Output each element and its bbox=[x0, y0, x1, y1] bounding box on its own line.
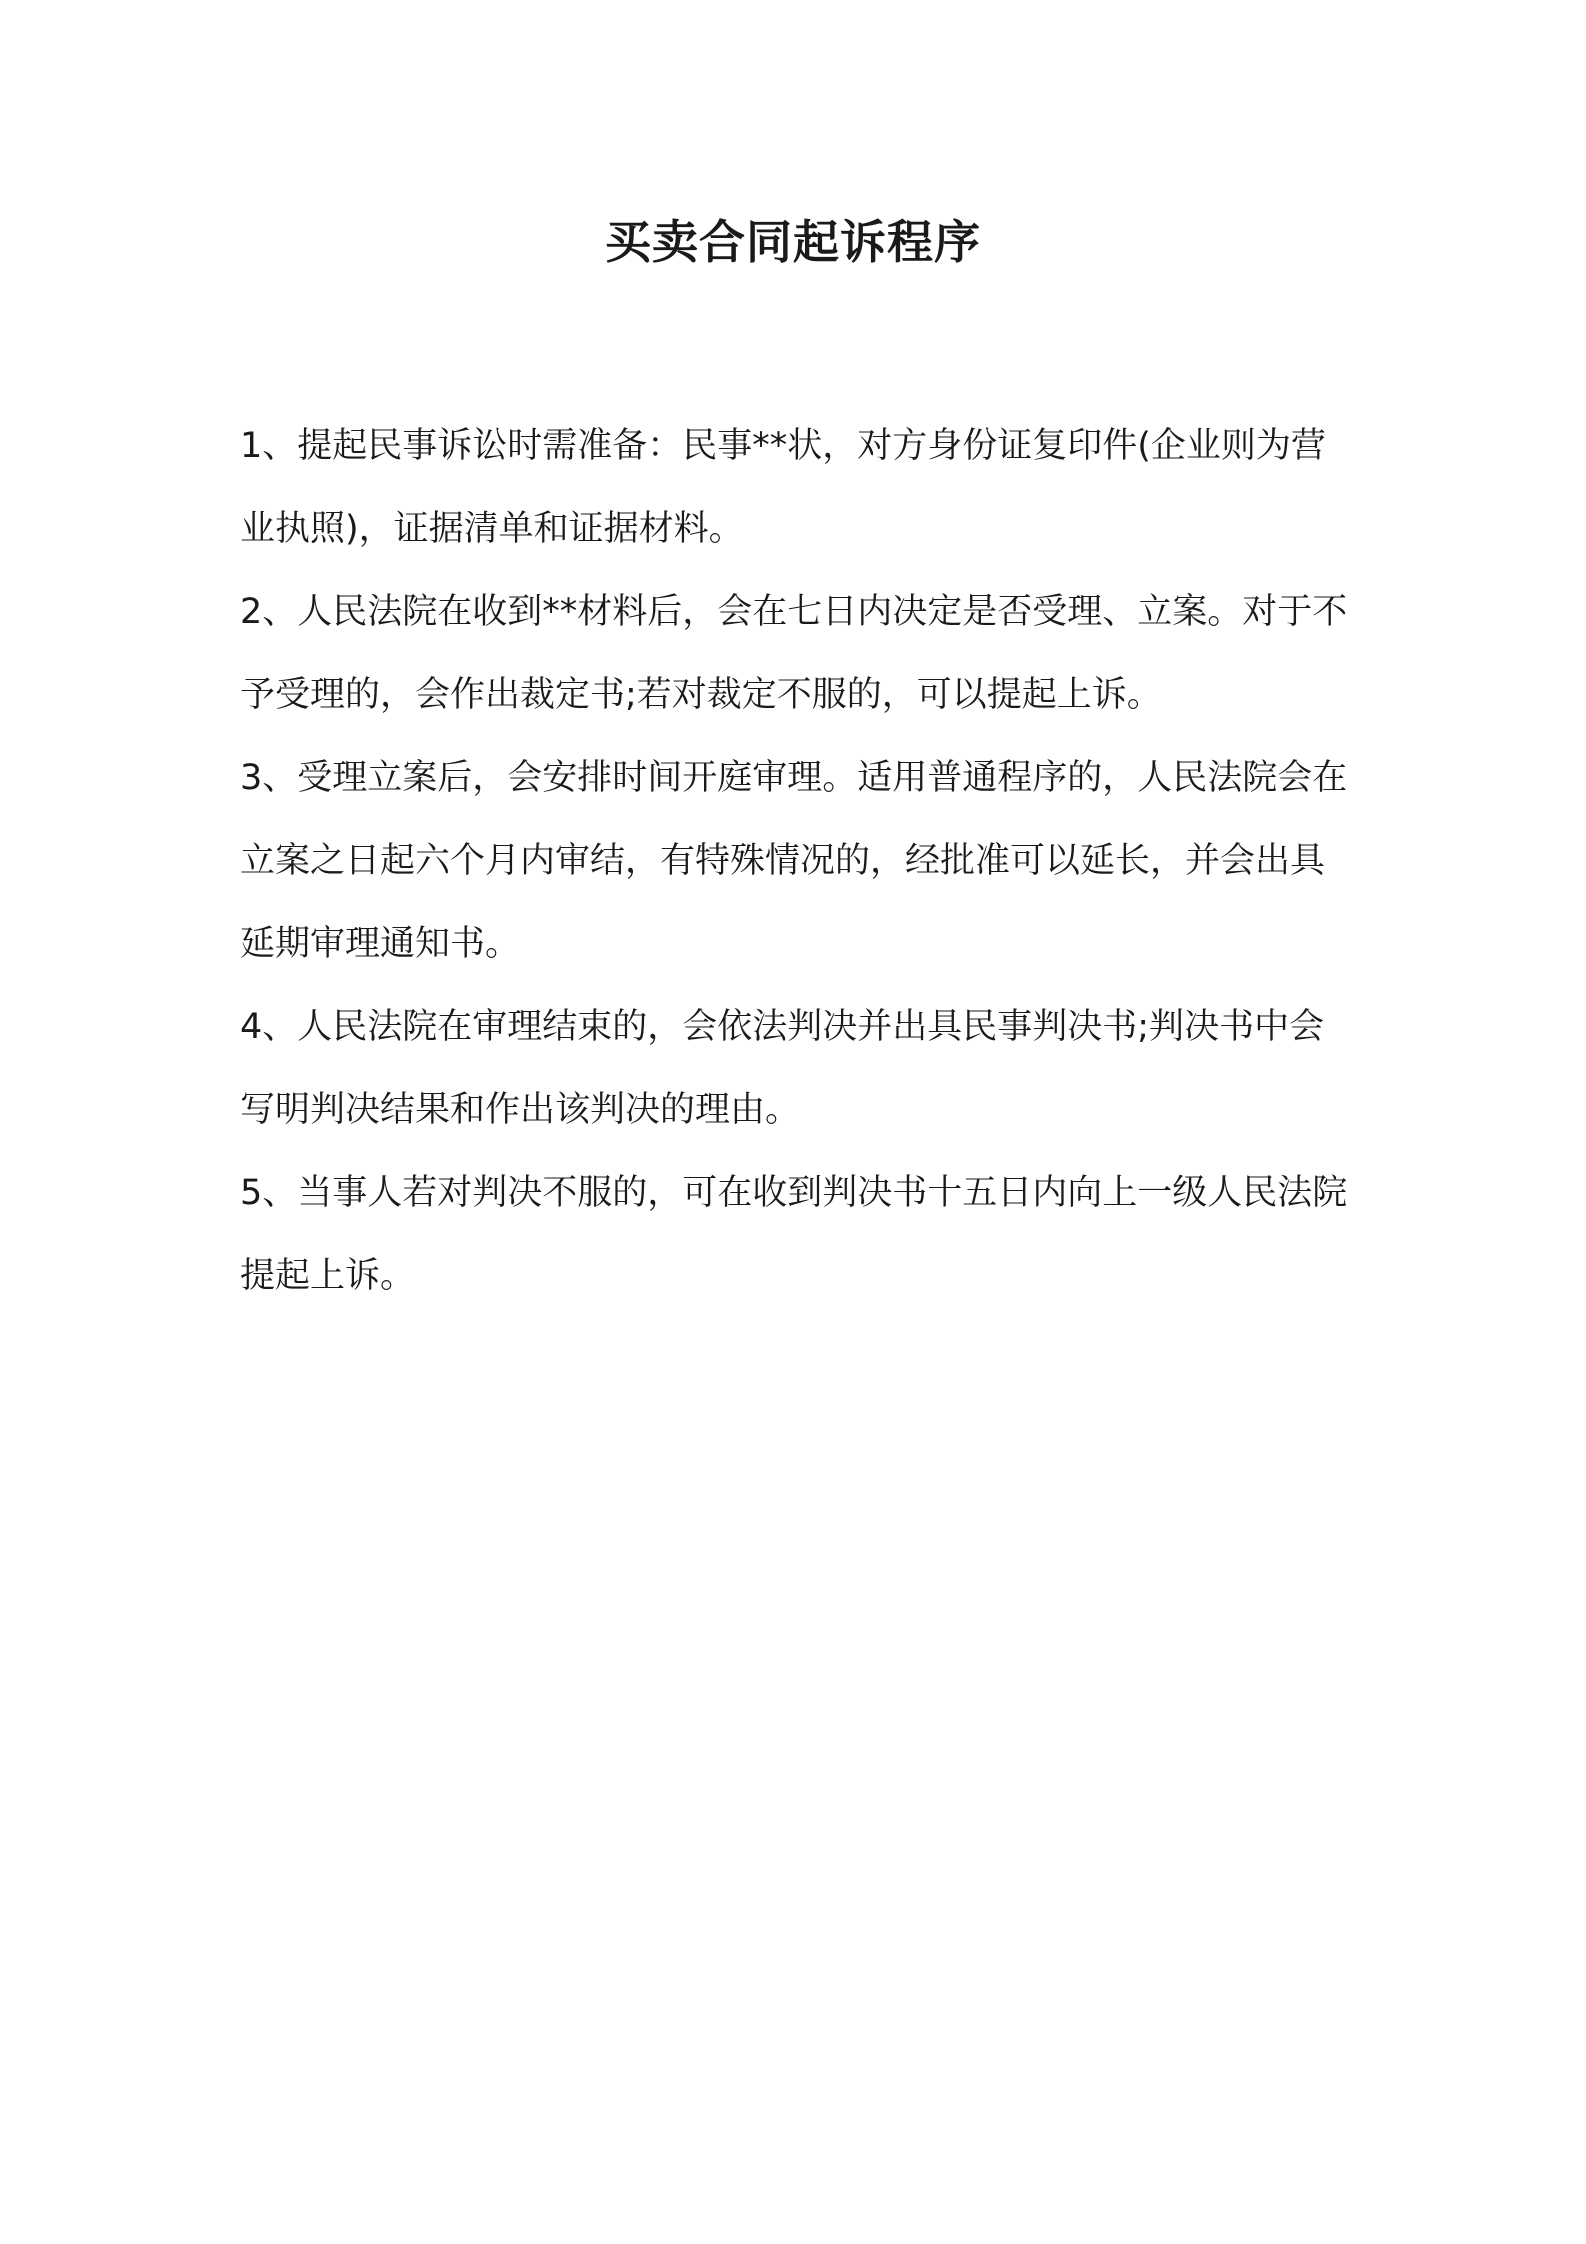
paragraph-5: 5、当事人若对判决不服的，可在收到判决书十五日内向上一级人民法院提起上诉。 bbox=[240, 1173, 1348, 1296]
document-body bbox=[240, 405, 1350, 1318]
paragraph-3: 3、受理立案后，会安排时间开庭审理。适用普通程序的，人民法院会在立案之日起六个月内审结，有特殊情况的，经批准可以延长，并会出具延期审理通知书。 bbox=[240, 758, 1348, 964]
paragraph-2: 2、人民法院在收到**材料后，会在七日内决定是否受理、立案。对于不予受理的，会作出裁定书;若对裁定不服的，可以提起上诉。 bbox=[240, 592, 1348, 715]
paragraph-4: 4、人民法院在审理结束的，会依法判决并出具民事判决书;判决书中会写明判决结果和作出该判决的理由。 bbox=[240, 1007, 1325, 1130]
paragraph-1: 1、提起民事诉讼时需准备：民事**状，对方身份证复印件(企业则为营业执照)，证据清单和证据材料。 bbox=[240, 426, 1326, 549]
document-title: 买卖合同起诉程序 bbox=[605, 215, 981, 269]
